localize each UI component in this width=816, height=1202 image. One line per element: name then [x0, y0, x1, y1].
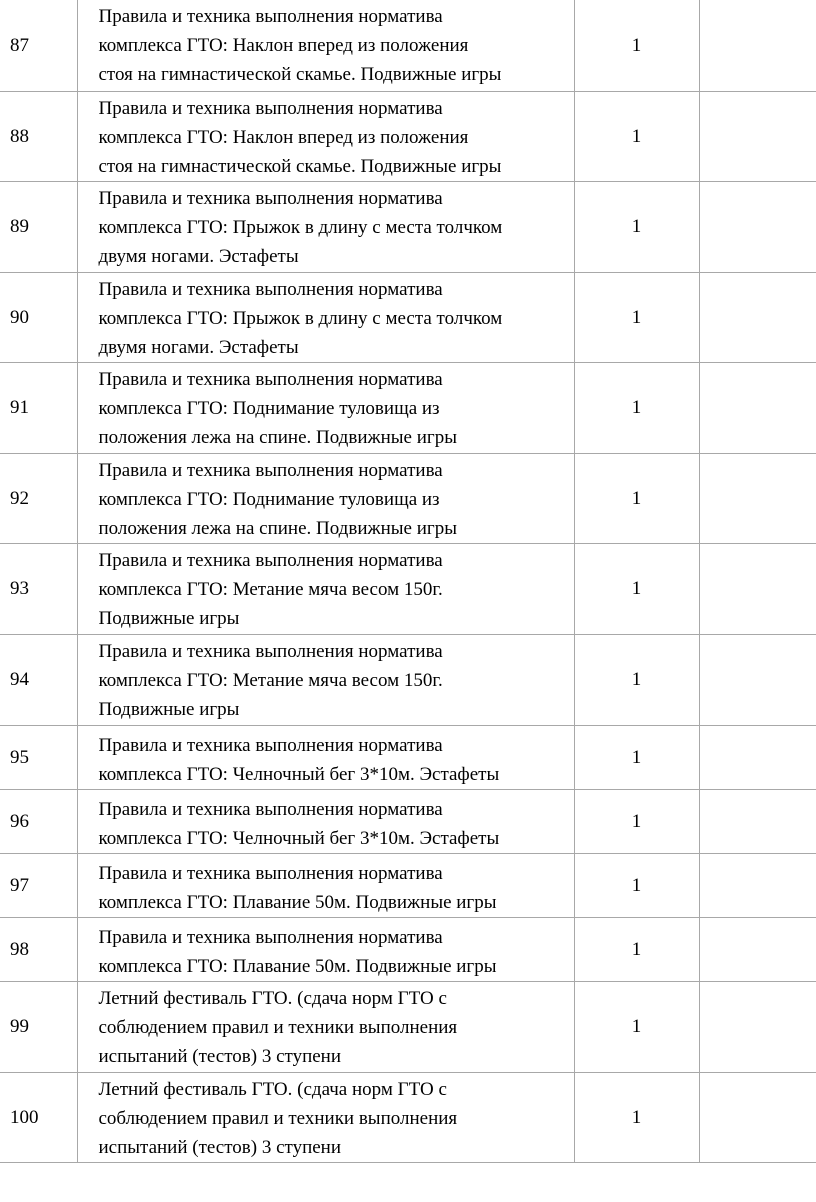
lesson-topic-line: Правила и техника выполнения норматива [98, 97, 443, 119]
table-row [0, 725, 816, 789]
lesson-topic [77, 725, 574, 789]
lesson-number: 88 [0, 91, 77, 181]
lesson-topic [77, 362, 574, 453]
lesson-topic-line: комплекса ГТО: Плавание 50м. Подвижные игры [98, 955, 497, 977]
lesson-hours: 1 [574, 789, 699, 853]
lesson-topic-line: комплекса ГТО: Челночный бег 3*10м. Эстафеты [98, 827, 500, 849]
table-row [0, 543, 816, 634]
lesson-extra-cell [699, 91, 816, 181]
table-row [0, 789, 816, 853]
lesson-topic-line: Правила и техника выполнения норматива [98, 549, 443, 571]
lesson-topic-line: двумя ногами. Эстафеты [98, 336, 299, 358]
lesson-topic-line: Летний фестиваль ГТО. (сдача норм ГТО с [98, 987, 447, 1009]
lesson-topic-line: Правила и техника выполнения норматива [98, 640, 443, 662]
lesson-topic-line: соблюдением правил и техники выполнения [98, 1016, 458, 1038]
table-row [0, 1072, 816, 1162]
lesson-hours: 1 [574, 1072, 699, 1162]
lesson-number: 91 [0, 362, 77, 453]
lesson-hours: 1 [574, 272, 699, 362]
table-row [0, 453, 816, 543]
lesson-topic [77, 789, 574, 853]
lesson-topic [77, 91, 574, 181]
lesson-extra-cell [699, 634, 816, 725]
lesson-topic [77, 917, 574, 981]
lesson-number: 87 [0, 0, 77, 91]
lesson-number: 96 [0, 789, 77, 853]
table-row [0, 853, 816, 917]
lesson-topic-line: комплекса ГТО: Наклон вперед из положения [98, 126, 469, 148]
lesson-hours: 1 [574, 981, 699, 1072]
lesson-hours: 1 [574, 362, 699, 453]
lesson-hours: 1 [574, 91, 699, 181]
lesson-topic-line: комплекса ГТО: Плавание 50м. Подвижные игры [98, 891, 497, 913]
lesson-extra-cell [699, 181, 816, 272]
table-row [0, 272, 816, 362]
lesson-number: 97 [0, 853, 77, 917]
lesson-topic-line: Подвижные игры [98, 607, 240, 629]
lesson-topic-line: Летний фестиваль ГТО. (сдача норм ГТО с [98, 1078, 447, 1100]
lesson-extra-cell [699, 272, 816, 362]
lesson-extra-cell [699, 917, 816, 981]
lesson-topic-line: испытаний (тестов) 3 ступени [98, 1045, 342, 1067]
lesson-topic-line: комплекса ГТО: Поднимание туловища из [98, 488, 440, 510]
lesson-topic-line: Правила и техника выполнения норматива [98, 278, 443, 300]
lesson-extra-cell [699, 789, 816, 853]
lesson-topic [77, 634, 574, 725]
lesson-topic [77, 543, 574, 634]
lesson-hours: 1 [574, 453, 699, 543]
lesson-hours: 1 [574, 725, 699, 789]
table-row [0, 634, 816, 725]
lesson-topic [77, 0, 574, 91]
lesson-topic-line: комплекса ГТО: Прыжок в длину с места толчком [98, 216, 503, 238]
lesson-topic [77, 181, 574, 272]
lesson-extra-cell [699, 362, 816, 453]
lesson-extra-cell [699, 453, 816, 543]
lesson-topic-line: Правила и техника выполнения норматива [98, 798, 443, 820]
lesson-hours: 1 [574, 181, 699, 272]
lesson-number: 100 [0, 1072, 77, 1162]
lesson-topic-line: Правила и техника выполнения норматива [98, 368, 443, 390]
lesson-hours: 1 [574, 0, 699, 91]
lesson-hours: 1 [574, 543, 699, 634]
lesson-topic-line: положения лежа на спине. Подвижные игры [98, 517, 457, 539]
lesson-extra-cell [699, 981, 816, 1072]
lesson-extra-cell [699, 1072, 816, 1162]
lesson-topic [77, 853, 574, 917]
lesson-extra-cell [699, 853, 816, 917]
lesson-hours: 1 [574, 917, 699, 981]
lesson-topic-line: комплекса ГТО: Метание мяча весом 150г. [98, 669, 443, 691]
lesson-number: 94 [0, 634, 77, 725]
lesson-topic-line: Правила и техника выполнения норматива [98, 459, 443, 481]
lesson-topic-line: Правила и техника выполнения норматива [98, 926, 443, 948]
lesson-number: 89 [0, 181, 77, 272]
lesson-topic [77, 453, 574, 543]
lesson-topic-line: двумя ногами. Эстафеты [98, 245, 299, 267]
lesson-topic-line: Правила и техника выполнения норматива [98, 862, 443, 884]
lesson-topic-line: стоя на гимнастической скамье. Подвижные игры [98, 64, 502, 85]
table-row [0, 0, 816, 91]
lesson-number: 98 [0, 917, 77, 981]
lesson-hours: 1 [574, 634, 699, 725]
lesson-topic [77, 981, 574, 1072]
lesson-topic-line: комплекса ГТО: Челночный бег 3*10м. Эстафеты [98, 763, 500, 785]
table-row [0, 181, 816, 272]
lesson-topic-line: Подвижные игры [98, 698, 240, 720]
lesson-topic-line: соблюдением правил и техники выполнения [98, 1107, 458, 1129]
lesson-number: 95 [0, 725, 77, 789]
lesson-topic [77, 1072, 574, 1162]
lesson-topic-line: стоя на гимнастической скамье. Подвижные игры [98, 155, 502, 177]
lesson-extra-cell [699, 543, 816, 634]
lesson-topic-line: Правила и техника выполнения норматива [98, 734, 443, 756]
lesson-topic-line: комплекса ГТО: Поднимание туловища из [98, 397, 440, 419]
lesson-topic-line: Правила и техника выполнения норматива [98, 187, 443, 209]
lesson-topic-line: комплекса ГТО: Наклон вперед из положения [98, 35, 469, 56]
table-row [0, 917, 816, 981]
table-row [0, 362, 816, 453]
lesson-topic-line: комплекса ГТО: Метание мяча весом 150г. [98, 578, 443, 600]
lesson-topic-line: комплекса ГТО: Прыжок в длину с места толчком [98, 307, 503, 329]
table-row [0, 981, 816, 1072]
lesson-hours: 1 [574, 853, 699, 917]
lesson-topic-line: положения лежа на спине. Подвижные игры [98, 426, 457, 448]
lesson-topic [77, 272, 574, 362]
lesson-extra-cell [699, 725, 816, 789]
lesson-topic-line: Правила и техника выполнения норматива [98, 6, 443, 27]
lesson-extra-cell [699, 0, 816, 91]
lesson-number: 92 [0, 453, 77, 543]
lesson-topic-line: испытаний (тестов) 3 ступени [98, 1136, 342, 1158]
lesson-number: 93 [0, 543, 77, 634]
table-row [0, 91, 816, 181]
lesson-number: 90 [0, 272, 77, 362]
lesson-number: 99 [0, 981, 77, 1072]
